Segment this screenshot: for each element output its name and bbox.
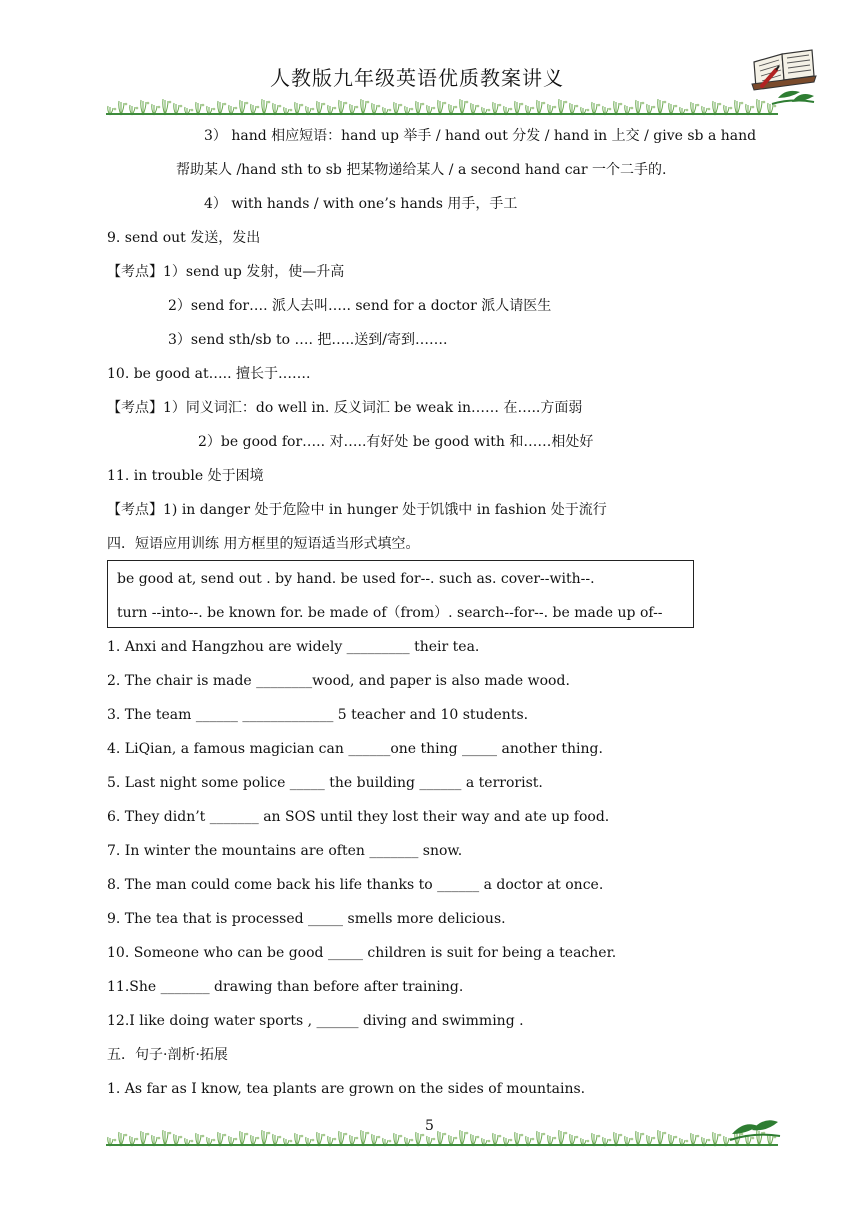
text-line: 帮助某人 /hand sth to sb 把某物递给某人 / a second hand car 一个二手的. xyxy=(176,162,667,178)
phrase-row: be good at, send out . by hand. be used for--. such as. cover--with--. xyxy=(117,571,595,587)
exercise-item: 8. The man could come back his life thanks to ______ a doctor at once. xyxy=(107,877,604,893)
exercise-item: 2. The chair is made ________wood, and paper is also made wood. xyxy=(107,673,570,689)
exercise-item: 6. They didn’t _______ an SOS until they lost their way and ate up food. xyxy=(107,809,610,825)
exercise-item: 3. The team ______ _____________ 5 teacher and 10 students. xyxy=(107,707,529,723)
exercise-item: 7. In winter the mountains are often _______ snow. xyxy=(107,843,463,859)
text-line: 4） with hands / with one’s hands 用手，手工 xyxy=(204,196,518,212)
text-line: 3）send sth/sb to …. 把…..送到/寄到……. xyxy=(168,332,448,348)
footer-grass-border xyxy=(106,1125,778,1149)
section-item-heading: 9. send out 发送，发出 xyxy=(107,230,261,246)
page-number: 5 xyxy=(425,1118,434,1134)
sentence-item: 1. As far as I know, tea plants are grown on the sides of mountains. xyxy=(107,1081,586,1097)
sprout-icon xyxy=(726,1112,782,1146)
key-point-line: 【考点】1）send up 发射，使—升高 xyxy=(107,264,345,280)
section-item-heading: 11. in trouble 处于困境 xyxy=(107,468,264,484)
exercise-item: 12.I like doing water sports , ______ diving and swimming . xyxy=(107,1013,524,1029)
exercise-item: 4. LiQian, a famous magician can ______one thing _____ another thing. xyxy=(107,741,603,757)
key-point-line: 【考点】1）同义词汇：do well in. 反义词汇 be weak in…… 在…..方面弱 xyxy=(107,400,583,416)
exercise-item: 1. Anxi and Hangzhou are widely _________ their tea. xyxy=(107,639,480,655)
header-grass-border xyxy=(106,94,778,118)
exercise-item: 5. Last night some police _____ the building ______ a terrorist. xyxy=(107,775,543,791)
page-header-title: 人教版九年级英语优质教案讲义 xyxy=(270,66,564,90)
exercise-item: 11.She _______ drawing than before after training. xyxy=(107,979,464,995)
phrase-row: turn --into--. be known for. be made of（from）. search--for--. be made up of-- xyxy=(117,605,663,621)
section-heading: 五．句子·剖析·拓展 xyxy=(107,1047,228,1063)
exercise-item: 10. Someone who can be good _____ children is suit for being a teacher. xyxy=(107,945,617,961)
text-line: 2）be good for….. 对…..有好处 be good with 和……相处好 xyxy=(198,434,594,450)
phrase-box xyxy=(107,560,694,628)
text-line: 2）send for…. 派人去叫….. send for a doctor 派人请医生 xyxy=(168,298,552,314)
exercise-item: 9. The tea that is processed _____ smells more delicious. xyxy=(107,911,506,927)
section-heading: 四．短语应用训练 用方框里的短语适当形式填空。 xyxy=(107,536,420,552)
section-item-heading: 10. be good at….. 擅长于……. xyxy=(107,366,311,382)
text-line: 3） hand 相应短语：hand up 举手 / hand out 分发 / hand in 上交 / give sb a hand xyxy=(204,128,757,144)
key-point-line: 【考点】1) in danger 处于危险中 in hunger 处于饥饿中 in fashion 处于流行 xyxy=(107,502,607,518)
